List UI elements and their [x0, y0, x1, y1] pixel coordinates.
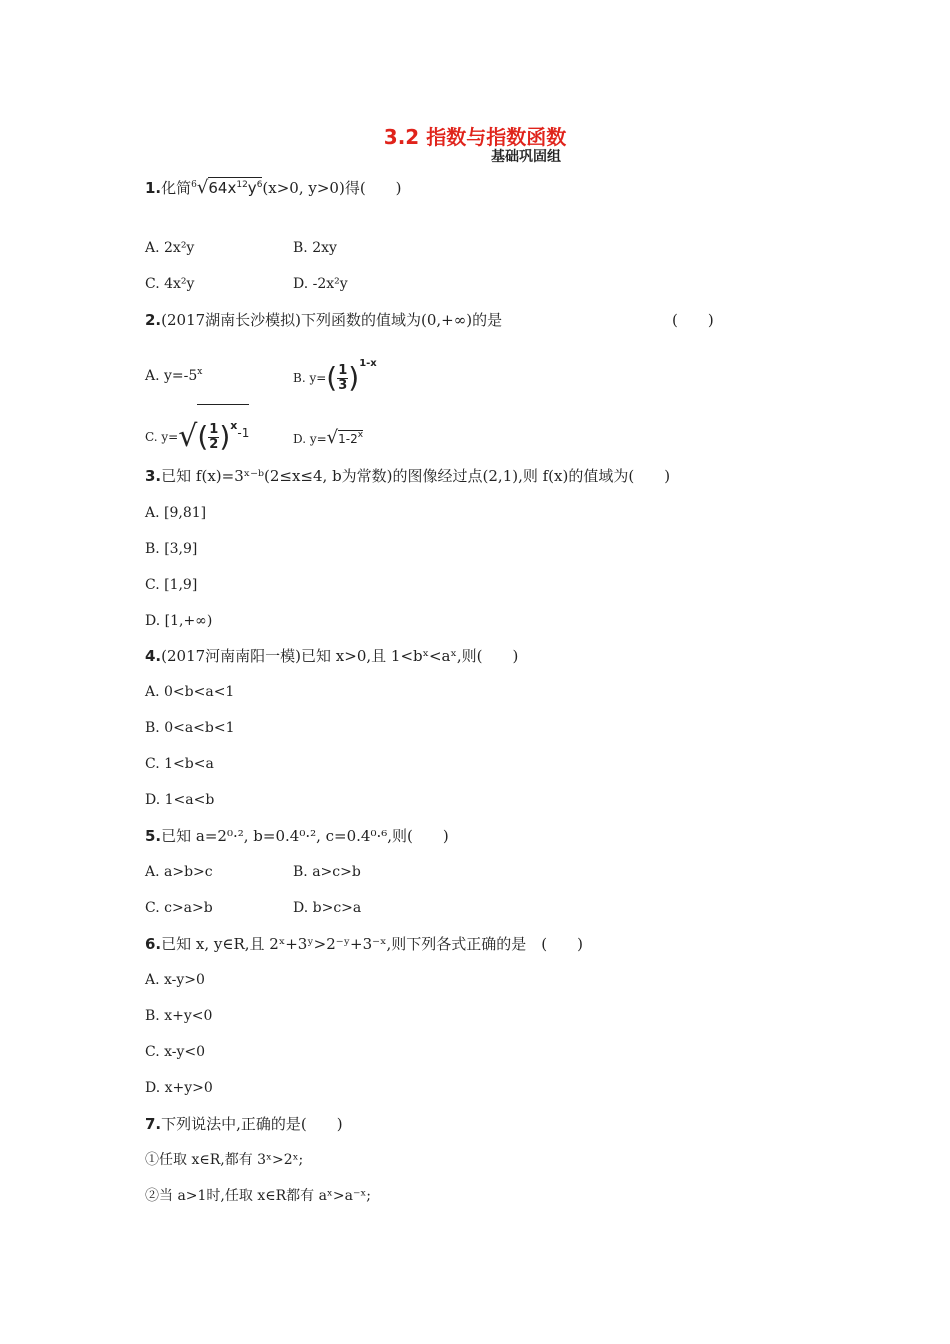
q1-option-a: A. 2x²y [145, 240, 195, 256]
question-number: 4. [145, 647, 162, 665]
q6-option-a: A. x-y>0 [145, 972, 205, 988]
q2-option-c: C. y=√( $\frac{1}{2}$ )$^x$-1 [145, 404, 249, 457]
q3-option-b: B. [3,9] [145, 541, 198, 557]
q1-option-b: B. 2xy [293, 240, 337, 256]
q1-option-d: D. -2x²y [293, 276, 348, 292]
question-6-stem: 已知 x, y∈R,且 2ˣ+3ʸ>2⁻ʸ+3⁻ˣ,则下列各式正确的是 ( ) [161, 935, 583, 953]
question-2-stem: (2017湖南长沙模拟)下列函数的值域为(0,+∞)的是 [161, 311, 503, 329]
question-1-cond: (x>0, y>0)得( ) [262, 179, 402, 197]
q7-statement-1: ①任取 x∈R,都有 3ˣ>2ˣ; [145, 1152, 304, 1168]
question-1 [145, 178, 402, 198]
question-7-stem: 下列说法中,正确的是( ) [161, 1115, 343, 1133]
q3-option-a: A. [9,81] [145, 505, 207, 521]
q3-option-d: D. [1,+∞) [145, 613, 213, 629]
answer-blank: ( ) [672, 311, 714, 329]
question-6 [145, 934, 583, 954]
question-1-pre: 化简 [161, 179, 192, 197]
question-4 [145, 646, 518, 666]
question-5-stem: 已知 a=2⁰·², b=0.4⁰·², c=0.4⁰·⁶,则( ) [161, 827, 449, 845]
q2-option-a: A. $y=-5^x$ [145, 367, 203, 384]
q2-option-b: B. y=( $\frac{1}{3}$ )$^{1-x}$ [293, 358, 377, 394]
question-5 [145, 826, 449, 846]
q1-option-c: C. 4x²y [145, 276, 195, 292]
radical-index: 6 [191, 180, 197, 190]
q4-option-a: A. 0<b<a<1 [145, 684, 235, 700]
question-4-stem: (2017河南南阳一模)已知 x>0,且 1<bˣ<aˣ,则( ) [161, 647, 519, 665]
section-subtitle: 基础巩固组 [491, 149, 561, 165]
q7-statement-2: ②当 a>1时,任取 x∈R都有 aˣ>a⁻ˣ; [145, 1188, 371, 1204]
q4-option-d: D. 1<a<b [145, 792, 215, 808]
question-number: 5. [145, 827, 162, 845]
page-title: 3.2 指数与指数函数 [383, 125, 567, 149]
q5-option-b: B. a>c>b [293, 864, 361, 880]
question-3 [145, 466, 670, 486]
q5-option-a: A. a>b>c [145, 864, 213, 880]
q2-option-d: D. $y=√1-2^x$ [293, 427, 364, 448]
q5-option-d: D. b>c>a [293, 900, 362, 916]
question-number: 1. [145, 179, 162, 197]
radical-sign: √ [196, 177, 209, 198]
question-number: 3. [145, 467, 162, 485]
q6-option-d: D. x+y>0 [145, 1080, 213, 1096]
question-number: 2. [145, 311, 162, 329]
q5-option-c: C. c>a>b [145, 900, 213, 916]
question-number: 7. [145, 1115, 162, 1133]
question-7 [145, 1114, 343, 1134]
q4-option-c: C. 1<b<a [145, 756, 214, 772]
question-number: 6. [145, 935, 162, 953]
q4-option-b: B. 0<a<b<1 [145, 720, 235, 736]
q3-option-c: C. [1,9] [145, 577, 198, 593]
question-3-stem: 已知 f(x)=3ˣ⁻ᵇ(2≤x≤4, b为常数)的图像经过点(2,1),则 f(x)的值域为( ) [161, 467, 671, 485]
radicand: $64x^{12}y^6$ [208, 179, 263, 197]
question-2 [145, 310, 502, 330]
q6-option-b: B. x+y<0 [145, 1008, 213, 1024]
q6-option-c: C. x-y<0 [145, 1044, 206, 1060]
